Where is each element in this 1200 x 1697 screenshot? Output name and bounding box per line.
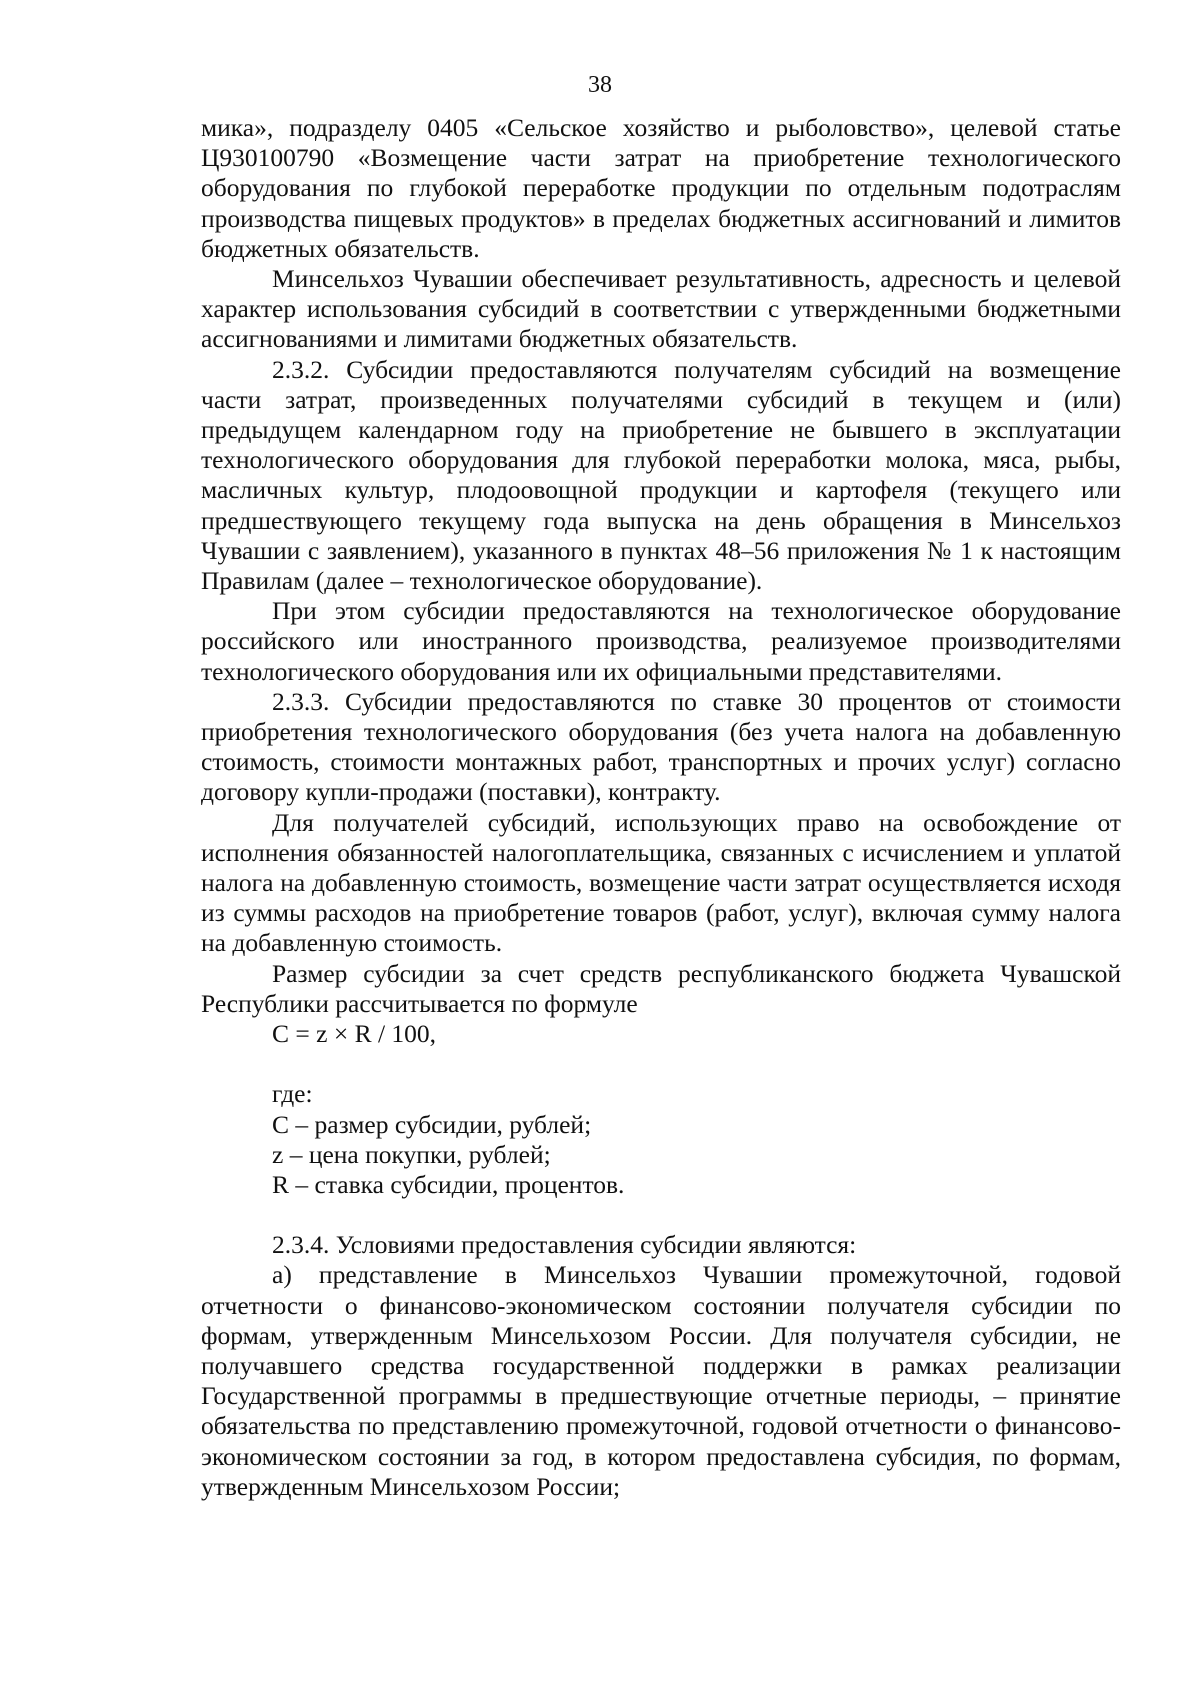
paragraph-2-3-4: 2.3.4. Условиями предоставления субсидии являются: (272, 1230, 857, 1260)
page-number: 38 (588, 72, 612, 98)
definition-z: z – цена покупки, рублей; (272, 1139, 551, 1169)
where-label: где: (272, 1079, 313, 1109)
document-body (201, 113, 1121, 1502)
paragraph-formula-intro: Размер субсидии за счет средств республиканского бюджета Чувашской Республики рассчитывается по формуле (201, 958, 1121, 1018)
definition-r: R – ставка субсидии, процентов. (272, 1169, 625, 1199)
subsidy-formula: C = z × R / 100, (272, 1019, 437, 1049)
paragraph-condition-a: а) представление в Минсельхоз Чувашии промежуточной, годовой отчетности о финансово-экономическом состоянии получателя субсидии по формам, утвержденным Минсельхозом России. Для получателя субсидии, не получавшего средства государственной поддержки в рамках реализации Государственной программы в предшествующие отчетные периоды, – принятие обязательства по представлению промежуточной, годовой отчетности о финансово-экономическом состоянии за год, в котором предоставлена субсидия, по формам, утвержденным Минсельхозом России; (201, 1260, 1121, 1501)
paragraph-2-3-3: 2.3.3. Субсидии предоставляются по ставке 30 процентов от стоимости приобретения технологического оборудования (без учета налога на добавленную стоимость, стоимости монтажных работ, транспортных и прочих услуг) согласно договору купли-продажи (поставки), контракту. (201, 686, 1121, 807)
paragraph-2-3-2: 2.3.2. Субсидии предоставляются получателям субсидий на возмещение части затрат, произведенных получателями субсидий в текущем и (или) предыдущем календарном году на приобретение не бывшего в эксплуатации технологического оборудования для глубокой переработки молока, мяса, рыбы, масличных культур, плодоовощной продукции и картофеля (текущего или предшествующего текущему года выпуска на день обращения в Минсельхоз Чувашии с заявлением), указанного в пунктах 48–56 приложения № 1 к настоящим Правилам (далее – технологическое оборудование). (201, 354, 1121, 596)
definition-c: C – размер субсидии, рублей; (272, 1109, 592, 1139)
paragraph-minselkhoz-responsibility: Минсельхоз Чувашии обеспечивает результативность, адресность и целевой характер использования субсидий в соответствии с утвержденными бюджетными ассигнованиями и лимитами бюджетных обязательств. (201, 264, 1121, 354)
paragraph-vat-exemption: Для получателей субсидий, использующих право на освобождение от исполнения обязанностей налогоплательщика, связанных с исчислением и уплатой налога на добавленную стоимость, возмещение части затрат осуществляется исходя из суммы расходов на приобретение товаров (работ, услуг), включая сумму налога на добавленную стоимость. (201, 807, 1121, 958)
paragraph-continuation: мика», подразделу 0405 «Сельское хозяйство и рыболовство», целевой статье Ц930100790 «Возмещение части затрат на приобретение технологического оборудования по глубокой переработке продукции по отдельным подотраслям производства пищевых продуктов» в пределах бюджетных ассигнований и лимитов бюджетных обязательств. (201, 113, 1121, 263)
formula-definitions (201, 1079, 1121, 1200)
paragraph-equipment-origin: При этом субсидии предоставляются на технологическое оборудование российского или иностранного производства, реализуемое производителями технологического оборудования или их официальными представителями. (201, 596, 1121, 686)
